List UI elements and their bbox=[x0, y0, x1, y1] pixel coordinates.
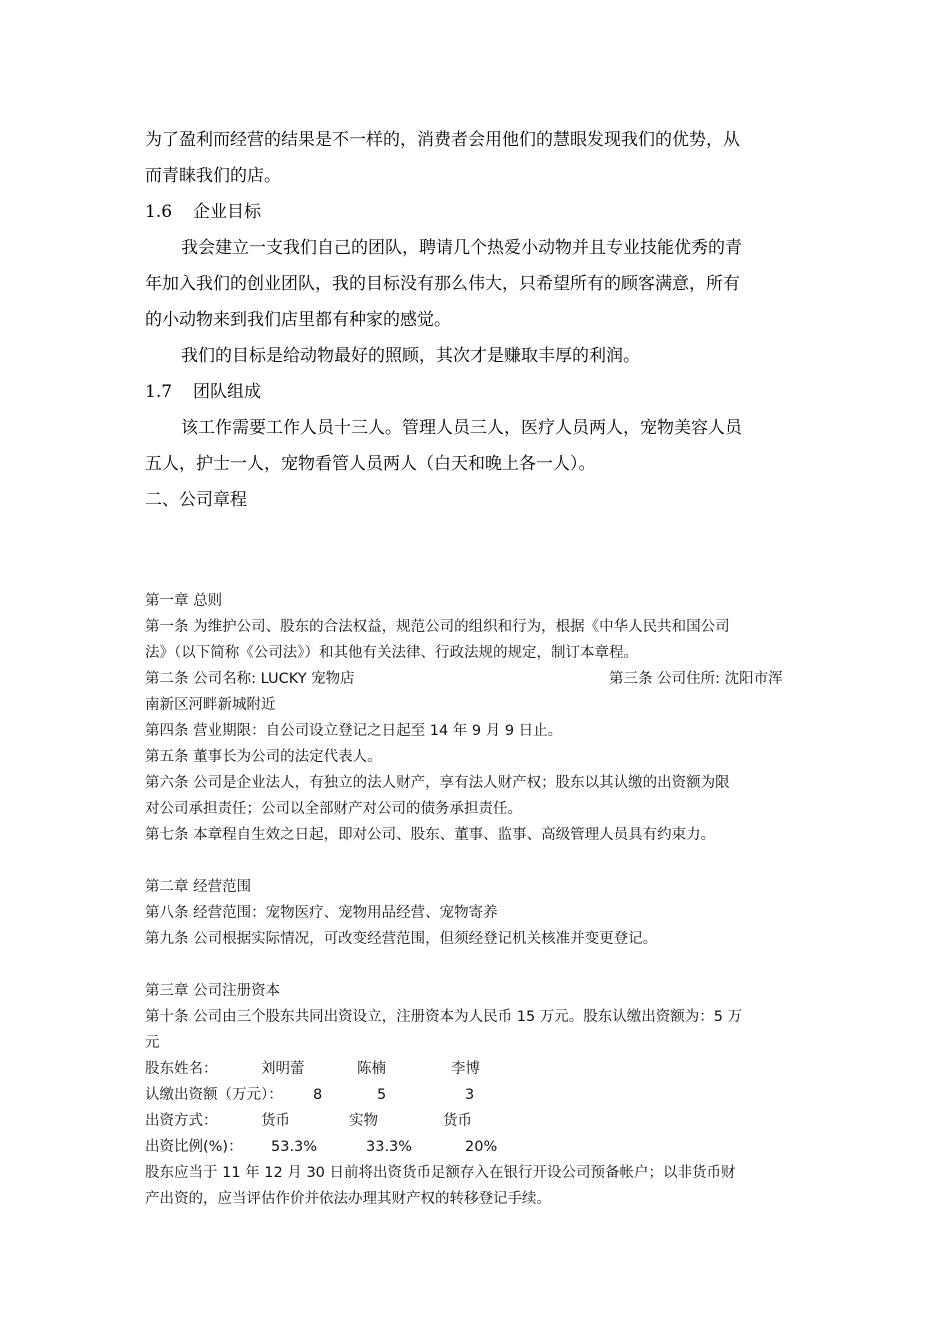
row-label: 出资方式： bbox=[145, 1113, 218, 1129]
table-row-amounts bbox=[145, 1082, 809, 1108]
article-5: 第五条 董事长为公司的法定代表人。 bbox=[145, 749, 382, 765]
charter-section bbox=[145, 588, 809, 1212]
article-9: 第九条 公司根据实际情况，可改变经营范围，但须经登记机关核准并变更登记。 bbox=[145, 931, 658, 947]
row-label: 认缴出资额（万元）： bbox=[145, 1087, 283, 1103]
chapter-2-title: 第二章 经营范围 bbox=[145, 879, 252, 895]
cell: 货币 bbox=[261, 1113, 290, 1129]
section-number: 1.7 bbox=[145, 382, 173, 402]
deposit-note-line-1: 股东应当于 11 年 12 月 30 日前将出资货币足额存入在银行开设公司预备帐户；以非货币财 bbox=[145, 1165, 736, 1181]
article-1-line-2: 法》（以下简称《公司法》）和其他有关法律、行政法规的规定，制订本章程。 bbox=[145, 645, 638, 661]
paragraph-goal-line-3: 的小动物来到我们店里都有种家的感觉。 bbox=[145, 310, 451, 330]
section-heading-1-7 bbox=[145, 374, 809, 410]
article-8: 第八条 经营范围：宠物医疗、宠物用品经营、宠物寄养 bbox=[145, 905, 498, 921]
paragraph-goal-line-1: 我会建立一支我们自己的团队，聘请几个热爱小动物并且专业技能优秀的青 bbox=[181, 238, 742, 258]
section-heading-2: 二、公司章程 bbox=[145, 490, 247, 510]
paragraph-team-line-1: 该工作需要工作人员十三人。管理人员三人，医疗人员两人，宠物美容人员 bbox=[181, 418, 742, 438]
shareholder-table bbox=[145, 1056, 809, 1160]
cell: 刘明蕾 bbox=[261, 1061, 305, 1077]
article-4: 第四条 营业期限：自公司设立登记之日起至 14 年 9 月 9 日止。 bbox=[145, 723, 563, 739]
article-2-3-line bbox=[145, 666, 809, 692]
cell: 陈楠 bbox=[357, 1061, 386, 1077]
row-label: 出资比例(%)： bbox=[145, 1139, 243, 1155]
section-heading-1-6 bbox=[145, 194, 809, 230]
row-label: 股东姓名： bbox=[145, 1061, 218, 1077]
article-6-line-2: 对公司承担责任；公司以全部财产对公司的债务承担责任。 bbox=[145, 801, 522, 817]
chapter-1-title: 第一章 总则 bbox=[145, 593, 223, 609]
paragraph-intro-line-2: 而青睐我们的店。 bbox=[145, 166, 281, 186]
paragraph-team-line-2: 五人，护士一人，宠物看管人员两人（白天和晚上各一人）。 bbox=[145, 454, 596, 474]
article-1-line-1: 第一条 为维护公司、股东的合法权益，规范公司的组织和行为，根据《中华人民共和国公司 bbox=[145, 619, 730, 635]
cell: 5 bbox=[377, 1087, 387, 1103]
deposit-note-line-2: 产出资的，应当评估作价并依法办理其财产权的转移登记手续。 bbox=[145, 1191, 551, 1207]
table-row-methods bbox=[145, 1108, 809, 1134]
cell: 3 bbox=[465, 1087, 475, 1103]
article-10-line-1: 第十条 公司由三个股东共同出资设立，注册资本为人民币 15 万元。股东认缴出资额为：5 万 bbox=[145, 1009, 743, 1025]
cell: 20% bbox=[465, 1139, 498, 1155]
cell: 33.3% bbox=[366, 1139, 413, 1155]
article-7: 第七条 本章程自生效之日起，即对公司、股东、董事、监事、高级管理人员具有约束力。 bbox=[145, 827, 716, 843]
section-title: 团队组成 bbox=[193, 382, 261, 402]
blank-line bbox=[145, 952, 809, 978]
blank-line bbox=[145, 848, 809, 874]
cell: 实物 bbox=[349, 1113, 378, 1129]
table-row-names bbox=[145, 1056, 809, 1082]
article-6-line-1: 第六条 公司是企业法人，有独立的法人财产，享有法人财产权；股东以其认缴的出资额为限 bbox=[145, 775, 730, 791]
article-2: 第二条 公司名称: LUCKY 宠物店 bbox=[145, 671, 355, 687]
article-3-part-2: 南新区河畔新城附近 bbox=[145, 697, 276, 713]
article-3-part-1: 第三条 公司住所: 沈阳市浑 bbox=[609, 671, 783, 687]
article-10-line-2: 元 bbox=[145, 1035, 160, 1051]
cell: 8 bbox=[313, 1087, 323, 1103]
business-plan-section bbox=[145, 122, 809, 518]
table-row-ratios bbox=[145, 1134, 809, 1160]
paragraph-goal-line-2: 年加入我们的创业团队，我的目标没有那么伟大，只希望所有的顾客满意，所有 bbox=[145, 274, 740, 294]
paragraph-goal-2: 我们的目标是给动物最好的照顾，其次才是赚取丰厚的利润。 bbox=[181, 346, 640, 366]
cell: 53.3% bbox=[271, 1139, 318, 1155]
cell: 李博 bbox=[451, 1061, 480, 1077]
cell: 货币 bbox=[443, 1113, 472, 1129]
section-number: 1.6 bbox=[145, 202, 173, 222]
paragraph-intro-line-1: 为了盈利而经营的结果是不一样的，消费者会用他们的慧眼发现我们的优势，从 bbox=[145, 130, 740, 150]
section-title: 企业目标 bbox=[193, 202, 261, 222]
chapter-3-title: 第三章 公司注册资本 bbox=[145, 983, 281, 999]
